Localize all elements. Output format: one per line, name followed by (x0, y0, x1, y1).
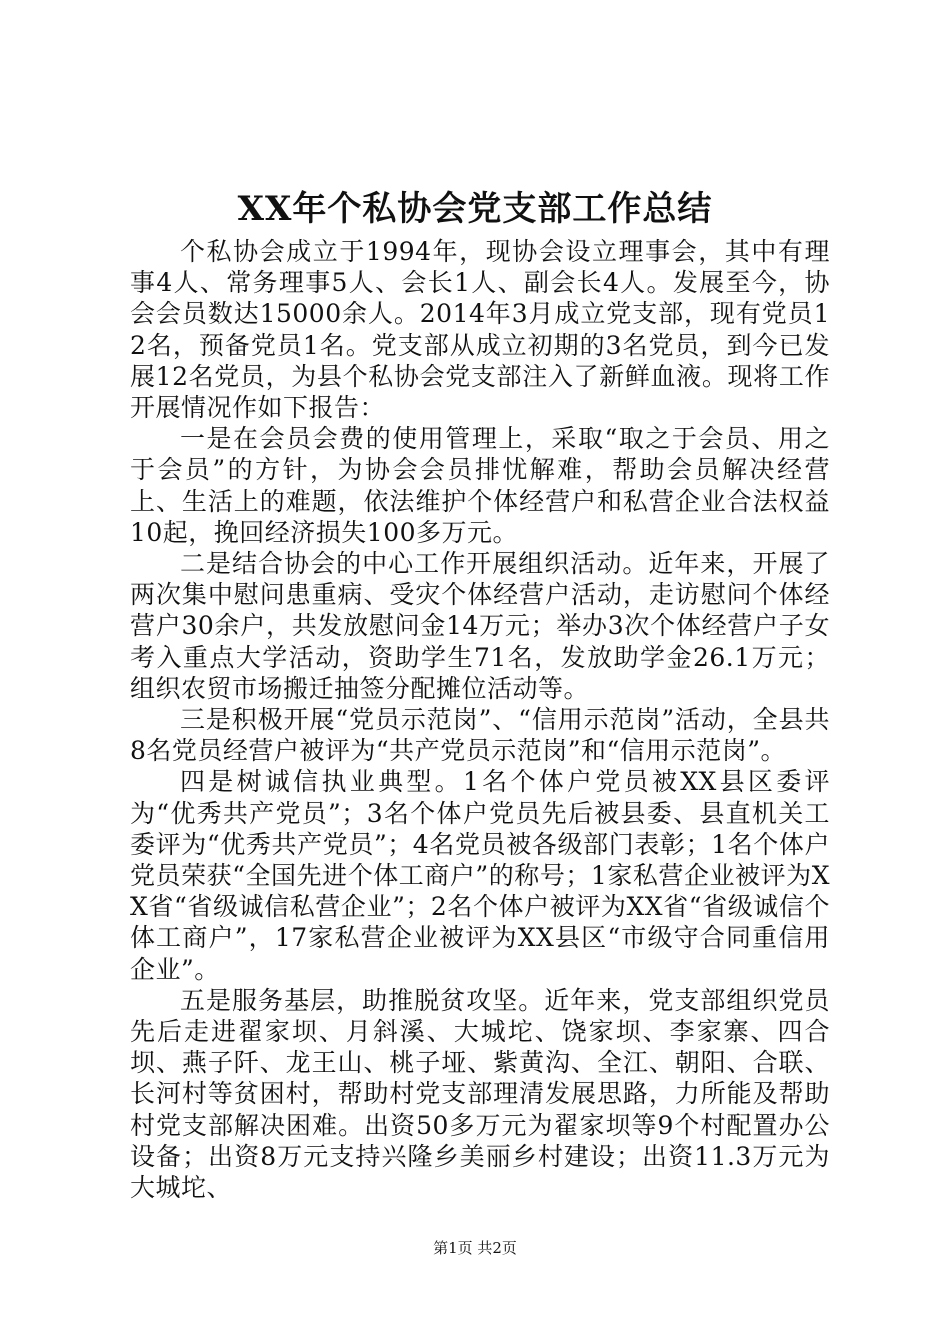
paragraph-item-3: 三是积极开展“党员示范岗”、“信用示范岗”活动，全县共8名党员经营户被评为“共产党员示范岗”和“信用示范岗”。 (130, 705, 830, 766)
page-number-footer: 第1页 共2页 (433, 1239, 517, 1257)
paragraph-item-4: 四是树诚信执业典型。1名个体户党员被XX县区委评为“优秀共产党员”；3名个体户党员先后被县委、县直机关工委评为“优秀共产党员”；4名党员被各级部门表彰；1名个体户党员荣获“全国先进个体工商户”的称号；1家私营企业被评为XX省“省级诚信私营企业”；2名个体户被评为XX省“省级诚信个体工商户”，17家私营企业被评为XX县区“市级守合同重信用企业”。 (130, 767, 830, 984)
document-title: XX年个私协会党支部工作总结 (237, 189, 713, 229)
paragraph-item-5: 五是服务基层，助推脱贫攻坚。近年来，党支部组织党员先后走进翟家坝、月斜溪、大城坨、饶家坝、李家寨、四合坝、燕子阡、龙王山、桃子垭、紫黄沟、全江、朝阳、合联、长河村等贫困村，帮助村党支部理清发展思路，力所能及帮助村党支部解决困难。出资50多万元为翟家坝等9个村配置办公设备；出资8万元支持兴隆乡美丽乡村建设；出资11.3万元为大城坨、 (130, 985, 830, 1203)
paragraph-item-2: 二是结合协会的中心工作开展组织活动。近年来，开展了两次集中慰问患重病、受灾个体经营户活动，走访慰问个体经营户30余户，共发放慰问金14万元；举办3次个体经营户子女考入重点大学活动，资助学生71名，发放助学金26.1万元；组织农贸市场搬迁抽签分配摊位活动等。 (130, 549, 830, 703)
paragraph-intro: 个私协会成立于1994年，现协会设立理事会，其中有理事4人、常务理事5人、会长1人、副会长4人。发展至今，协会会员数达15000余人。2014年3月成立党支部，现有党员12名，预备党员1名。党支部从成立初期的3名党员，到今已发展12名党员，为县个私协会党支部注入了新鲜血液。现将工作开展情况作如下报告： (130, 237, 830, 423)
paragraph-item-1: 一是在会员会费的使用管理上，采取“取之于会员、用之于会员”的方针，为协会会员排忧解难，帮助会员解决经营上、生活上的难题，依法维护个体经营户和私营企业合法权益10起，挽回经济损失100多万元。 (130, 424, 830, 547)
document-body (130, 236, 830, 1203)
